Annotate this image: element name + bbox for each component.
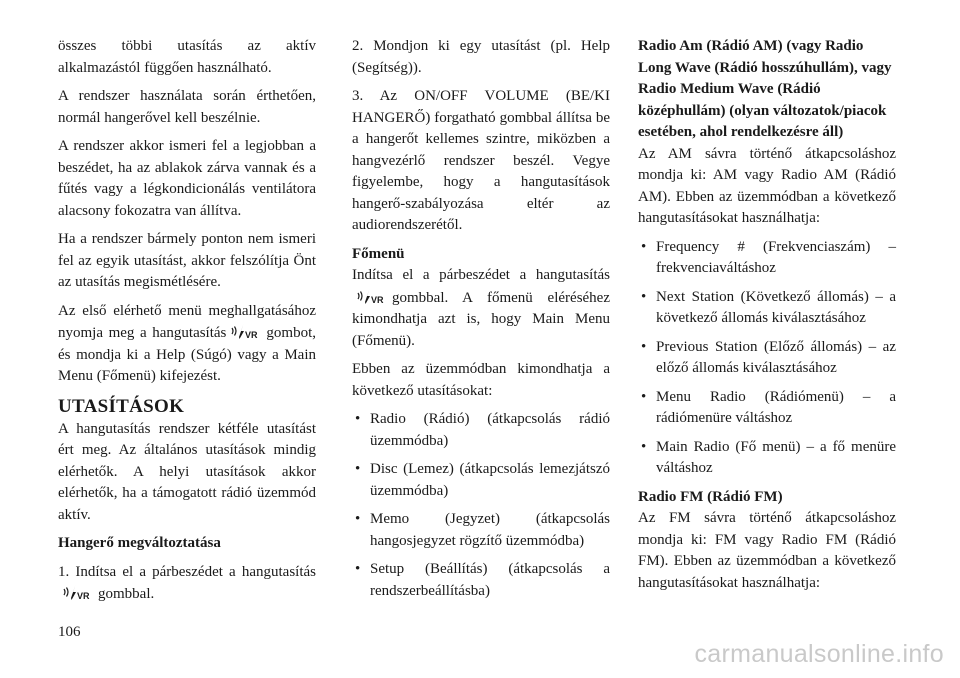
step — [58, 562, 316, 606]
list-item: • Frequency # (Frekvenciaszám) – frekvenciaváltáshoz — [638, 237, 896, 280]
voice-recognition-icon — [356, 287, 388, 305]
watermark: carmanualsonline.info — [694, 640, 944, 668]
list-item: • Setup (Beállítás) (átkapcsolás a rendszerbeállításba) — [352, 559, 610, 602]
column-left — [58, 36, 316, 613]
paragraph: A rendszer használata során érthetően, normál hangerővel kell beszélnie. — [58, 88, 316, 126]
list-item: • Next Station (Következő állomás) – a következő állomás kiválasztásához — [638, 287, 896, 330]
list-item: • Memo (Jegyzet) (átkapcsolás hangosjegyzet rögzítő üzemmódba) — [352, 509, 610, 552]
paragraph: A hangutasítás rendszer kétféle utasítást ért meg. Az általános utasítások mindig elérhetők. A helyi utasítások akkor elérhetők, ha a támogatott rádió üzemmód aktív. — [58, 420, 316, 523]
paragraph-text: gombbal. A főmenü eléréséhez kimondhatja azt is, hogy Main Menu (Főmenü). — [352, 289, 610, 349]
section-heading: UTASÍTÁSOK — [58, 395, 185, 417]
subheading: Hangerő megváltoztatása — [58, 535, 221, 551]
paragraph: Az AM sávra történő átkapcsoláshoz mondja ki: AM vagy Radio AM (Rádió AM). Ebben az üzemmódban a következő hangutasításokat használhatja: — [638, 145, 896, 226]
column-right — [638, 36, 896, 601]
paragraph: Ha a rendszer bármely ponton nem ismeri fel az egyik utasítást, akkor felszólítja Önt az utasítás megismétlésére. — [58, 231, 316, 290]
page-number: 106 — [58, 624, 81, 640]
svg-text:VR: VR — [77, 591, 90, 601]
list-item: • Radio (Rádió) (átkapcsolás rádió üzemmódba) — [352, 409, 610, 452]
voice-recognition-icon — [230, 322, 262, 340]
step: 2. Mondjon ki egy utasítást (pl. Help (Segítség)). — [352, 38, 610, 76]
svg-text:VR: VR — [245, 330, 258, 340]
voice-recognition-icon — [62, 583, 94, 601]
paragraph-text: Az első elérhető menü meghallgatásához nyomja meg a hangutasítás — [58, 302, 316, 341]
list-item: • Disc (Lemez) (átkapcsolás lemezjátszó üzemmódba) — [352, 459, 610, 502]
list-item: • Previous Station (Előző állomás) – az előző állomás kiválasztásához — [638, 337, 896, 380]
subheading: Főmenü — [352, 245, 405, 262]
subheading: Radio FM (Rádió FM) — [638, 488, 783, 505]
step-text: gombbal. — [98, 586, 155, 602]
svg-text:VR: VR — [371, 294, 384, 305]
step-text: 1. Indítsa el a párbeszédet a hangutasítás — [58, 563, 316, 580]
step: 3. Az ON/OFF VOLUME (BE/KI HANGERŐ) forgatható gombbal állítsa be a hangerőt kellemes szintre, miközben a hangvezérlő rendszer beszél. Vegye figyelembe, hogy a hangutasítások hangerő-szabályozása eltér az audiorendszerétől. — [352, 88, 610, 233]
subheading: Radio Am (Rádió AM) (vagy Radio Long Wave (Rádió hosszúhullám), vagy Radio Medium Wave (Rádió középhullám) (olyan változatok/piacok esetében, ahol rendelkezésre áll) — [638, 38, 892, 140]
paragraph-text: gombot, és mondja ki a Help (Súgó) vagy a Main Menu (Főmenü) kifejezést. — [58, 325, 316, 384]
column-middle — [352, 36, 610, 609]
paragraph: összes többi utasítás az aktív alkalmazástól függően használható. — [58, 38, 316, 76]
paragraph — [352, 265, 610, 352]
paragraph: Az FM sávra történő átkapcsoláshoz mondja ki: FM vagy Radio FM (Rádió FM). Ebben az üzemmódban a következő hangutasításokat használhatja: — [638, 510, 896, 591]
paragraph-text: Indítsa el a párbeszédet a hangutasítás — [352, 267, 610, 283]
paragraph — [58, 301, 316, 388]
bullet-list — [638, 237, 896, 480]
paragraph: A rendszer akkor ismeri fel a legjobban a beszédet, ha az ablakok zárva vannak és a fűtés vagy a légkondicionálás ventilátora alacsony fokozatra van állítva. — [58, 138, 316, 219]
list-item: • Menu Radio (Rádiómenü) – a rádiómenüre váltáshoz — [638, 387, 896, 430]
paragraph: Ebben az üzemmódban kimondhatja a következő utasításokat: — [352, 361, 610, 399]
list-item: • Main Radio (Fő menü) – a fő menüre váltáshoz — [638, 437, 896, 480]
bullet-list — [352, 409, 610, 602]
